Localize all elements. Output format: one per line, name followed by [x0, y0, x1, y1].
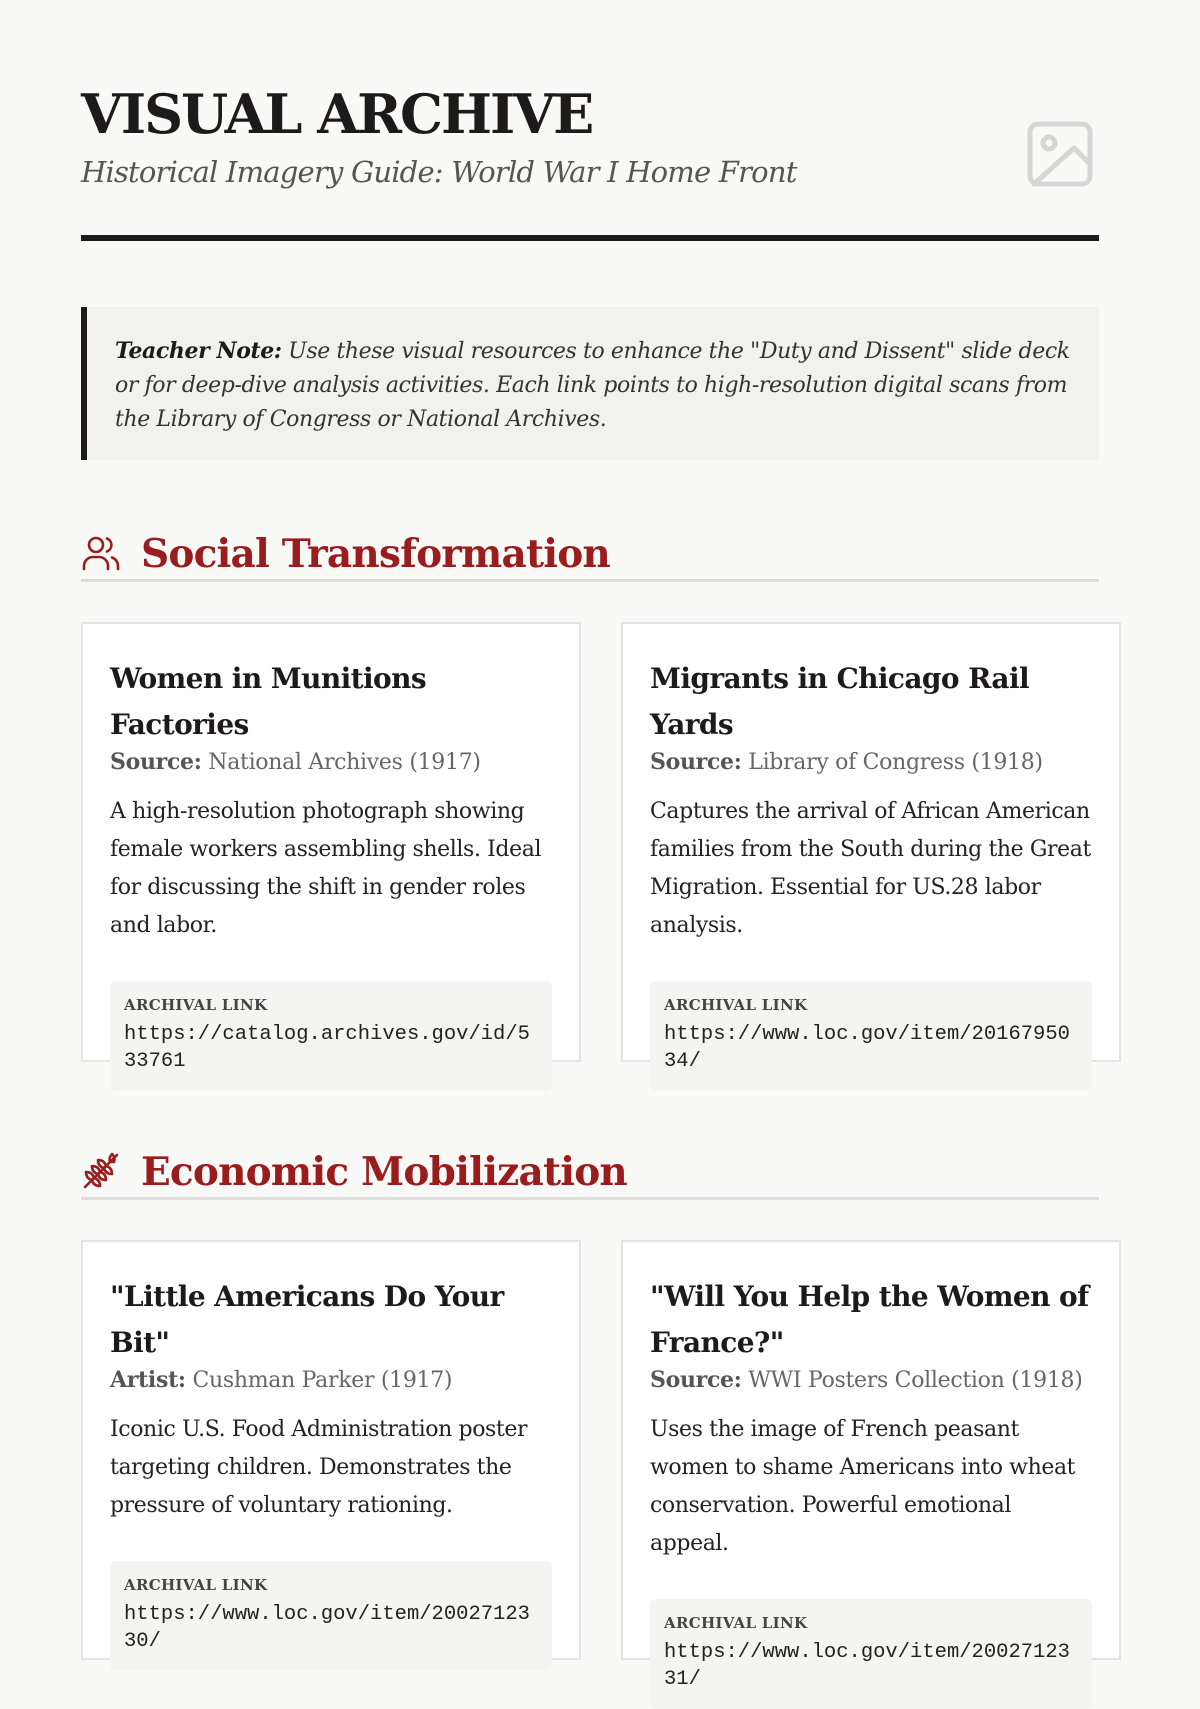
page-title: VISUAL ARCHIVE [81, 82, 593, 146]
teacher-note-text: Use these visual resources to enhance the "Duty and Dissent" slide deck or for deep-dive analysis activities. Each link points to high-resolution digital scans from the Library of Congress or National Archives. [115, 339, 1070, 432]
card-title: "Little Americans Do Your Bit" [110, 1280, 504, 1359]
card-grid [81, 622, 1099, 1073]
source-label: Artist: [110, 1367, 186, 1393]
card-description: A high-resolution photograph showing female workers assembling shells. Ideal for discussing the shift in gender roles and labor. [110, 799, 542, 938]
resource-card [621, 1240, 1121, 1691]
archival-link[interactable]: https://catalog.archives.gov/id/533761 [124, 1023, 530, 1073]
source-value: National Archives (1917) [201, 750, 481, 775]
card-source [110, 1366, 552, 1395]
archival-link-label: ARCHIVAL LINK [664, 996, 808, 1014]
card-description: Captures the arrival of African American families from the South during the Great Migration. Essential for US.28 labor analysis. [650, 799, 1091, 938]
users-icon [81, 533, 121, 573]
page-subtitle: Historical Imagery Guide: World War I Home Front [81, 155, 797, 189]
card-source [650, 1366, 1092, 1395]
archival-link-box [650, 981, 1092, 1091]
section-title: Social Transformation [141, 530, 610, 577]
archival-link[interactable]: https://www.loc.gov/item/2002712330/ [124, 1603, 530, 1653]
archival-link-label: ARCHIVAL LINK [124, 1576, 268, 1594]
section-header-social [81, 532, 1099, 582]
card-grid [81, 1240, 1099, 1691]
card-source [110, 748, 552, 777]
archival-link-box [650, 1599, 1092, 1709]
archival-link-label: ARCHIVAL LINK [124, 996, 268, 1014]
resource-card [621, 622, 1121, 1073]
archival-link-box [110, 1561, 552, 1671]
resource-card [81, 1240, 581, 1660]
archival-link-label: ARCHIVAL LINK [664, 1614, 808, 1632]
archival-link[interactable]: https://www.loc.gov/item/2002712331/ [664, 1641, 1070, 1691]
teacher-note-label: Teacher Note: [115, 338, 282, 364]
teacher-note [81, 307, 1099, 460]
card-source [650, 748, 1092, 777]
card-title: Migrants in Chicago Rail Yards [650, 662, 1030, 741]
source-value: WWI Posters Collection (1918) [741, 1368, 1083, 1393]
section-title: Economic Mobilization [141, 1148, 627, 1195]
card-title: Women in Munitions Factories [110, 662, 427, 741]
page-header [81, 0, 1099, 241]
archival-link[interactable]: https://www.loc.gov/item/2016795034/ [664, 1023, 1070, 1073]
section-header-economic [81, 1150, 1099, 1200]
source-label: Source: [650, 1367, 742, 1393]
card-title: "Will You Help the Women of France?" [650, 1280, 1089, 1359]
source-label: Source: [110, 749, 202, 775]
source-value: Library of Congress (1918) [741, 750, 1043, 775]
image-icon [1026, 120, 1094, 188]
source-label: Source: [650, 749, 742, 775]
wheat-icon [81, 1151, 121, 1191]
source-value: Cushman Parker (1917) [185, 1368, 453, 1393]
card-description: Iconic U.S. Food Administration poster targeting children. Demonstrates the pressure of voluntary rationing. [110, 1417, 528, 1518]
resource-card [81, 622, 581, 1073]
card-description: Uses the image of French peasant women to shame Americans into wheat conservation. Powerful emotional appeal. [650, 1417, 1076, 1556]
archival-link-box [110, 981, 552, 1091]
